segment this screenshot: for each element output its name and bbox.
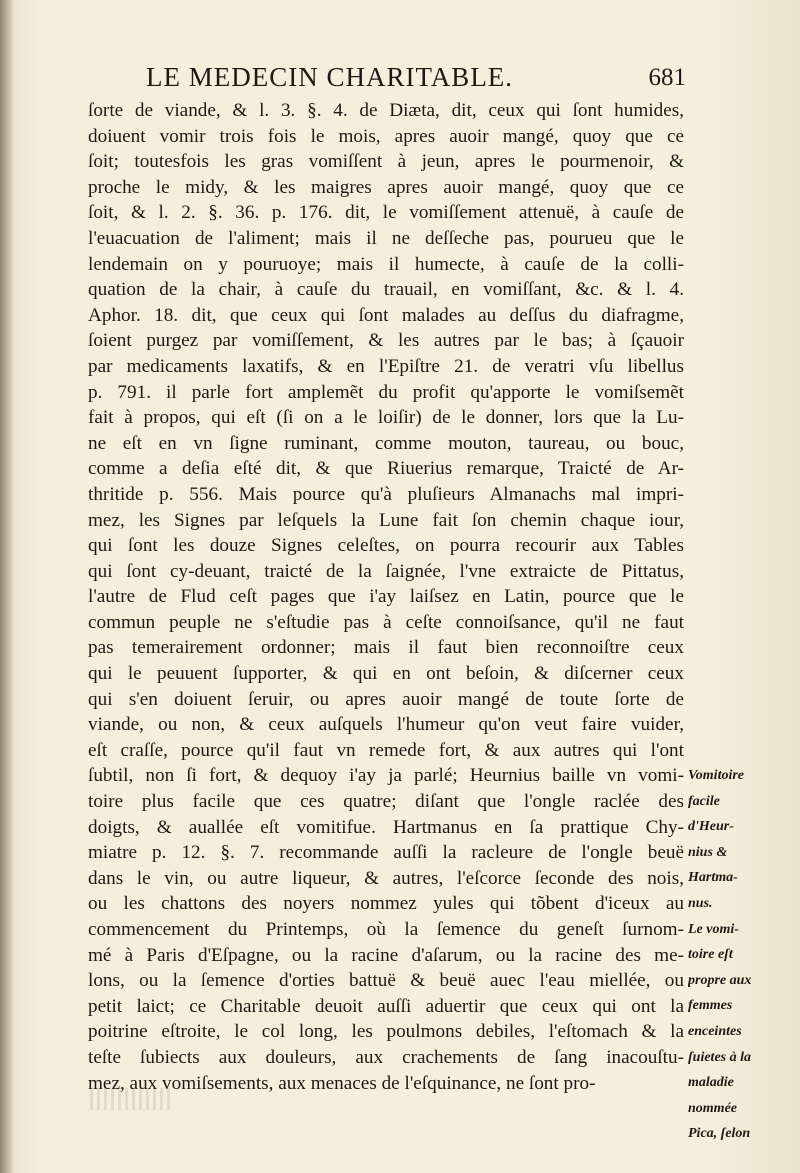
text-line: ou les chattons des noyers nommez yules qui tõbent d'iceux au bbox=[88, 893, 684, 915]
text-line: viande, ou non, & ceux auſquels l'humeur qu'on veut faire vuider, bbox=[88, 714, 684, 736]
text-line: qui ſont cy-deuant, traicté de la ſaignée, l'vne extraicte de Pittatus, bbox=[88, 560, 684, 582]
text-line: lons, ou la ſemence d'orties battuë & beuë auec l'eau miellée, ou bbox=[88, 970, 684, 992]
text-line: ne eſt en vn ſigne ruminant, comme mouton, taureau, ou bouc, bbox=[88, 432, 684, 454]
text-line: commencement du Printemps, où la ſemence du geneſt ſurnom- bbox=[88, 919, 684, 940]
text-line: par medicaments laxatifs, & en l'Epiſtre 21. de veratri vſu libellus bbox=[88, 355, 684, 377]
text-line: qui le peuuent ſupporter, & qui en ont beſoin, & diſcerner ceux bbox=[88, 663, 684, 685]
text-line: eſt craſſe, pource qu'il faut vn remede fort, & aux autres qui l'ont bbox=[88, 739, 684, 761]
margin-note: toire eſt bbox=[688, 947, 733, 963]
text-line: quation de la chair, à cauſe du trauail, en vomiſſant, &c. & l. 4. bbox=[88, 279, 684, 301]
text-line: p. 791. il parle fort amplemẽt du profit qu'apporte le vomiſsemẽt bbox=[88, 381, 684, 403]
margin-note: Pica, ſelon bbox=[688, 1126, 751, 1142]
text-line: qui s'en doiuent ſeruir, ou apres auoir mangé de toute ſorte de bbox=[88, 688, 684, 710]
text-line: ſoient purgez par vomiſſement, & les autres par le bas; à ſçauoir bbox=[88, 330, 684, 352]
margin-note: nius & bbox=[688, 844, 728, 860]
margin-notes bbox=[688, 763, 784, 1147]
text-line: dans le vin, ou autre liqueur, & autres, l'eſcorce ſeconde des nois, bbox=[88, 867, 684, 889]
text-line: proche le midy, & les maigres apres auoir mangé, quoy que ce bbox=[88, 176, 684, 198]
binding-gutter bbox=[0, 0, 14, 1173]
text-line: lendemain on y pouruoye; mais il humecte, à cauſe de la colli- bbox=[88, 253, 684, 275]
text-line: mez, les Signes par leſquels la Lune fait ſon chemin chaque iour, bbox=[88, 509, 684, 531]
running-title: LE MEDECIN CHARITABLE. bbox=[146, 62, 514, 92]
margin-note: ſuietes à la bbox=[688, 1049, 751, 1065]
text-line: miatre p. 12. §. 7. recommande auſſi la racleure de l'ongle beuë bbox=[88, 842, 684, 864]
text-line: ſoit, & l. 2. §. 36. p. 176. dit, le vomiſſement attenuë, à cauſe de bbox=[88, 202, 684, 224]
margin-note: d'Heur- bbox=[688, 819, 734, 835]
text-line: Aphor. 18. dit, que ceux qui ſont malades au deſſus du diafragme, bbox=[88, 304, 684, 326]
text-line: mez, aux vomiſsements, aux menaces de l'eſquinance, ne ſont pro- bbox=[88, 1072, 596, 1094]
margin-note: Vomitoire bbox=[688, 768, 745, 783]
margin-note: nommée bbox=[688, 1100, 737, 1116]
text-line: comme a deſia eſté dit, & que Riuerius remarque, Traicté de Ar- bbox=[88, 458, 684, 480]
text-line: toire plus facile que ces quatre; diſant que l'ongle raclée des bbox=[88, 791, 684, 813]
text-line: qui ſont les douze Signes celeſtes, on pourra recourir aux Tables bbox=[88, 535, 684, 557]
text-line: fait à propos, qui eſt (ſi on a le loiſir) de le donner, lors que la Lu- bbox=[88, 407, 684, 429]
margin-note: enceintes bbox=[688, 1023, 742, 1039]
margin-note: maladie bbox=[688, 1075, 734, 1091]
page-number: 681 bbox=[648, 64, 686, 91]
margin-note: nus. bbox=[688, 895, 713, 911]
text-line: petit laict; ce Charitable deuoit auſſi aduertir que ceux qui ont la bbox=[88, 995, 684, 1017]
text-line: ſorte de viande, & l. 3. §. 4. de Diæta, dit, ceux qui ſont humides, bbox=[88, 100, 684, 121]
text-line: doigts, & auallée eſt vomitifue. Hartmanus en ſa prattique Chy- bbox=[88, 816, 684, 838]
text-line: l'autre de Flud ceſt pages que i'ay laiſsez en Latin, pource que le bbox=[88, 586, 684, 608]
margin-note: femmes bbox=[688, 998, 733, 1014]
text-line: pas temerairement ordonner; mais il faut bien reconnoiſtre ceux bbox=[88, 637, 684, 659]
margin-note: Le vomi- bbox=[688, 921, 739, 937]
text-line: doiuent vomir trois fois le mois, apres auoir mangé, quoy que ce bbox=[88, 125, 684, 147]
text-line: thritide p. 556. Mais pource qu'à pluſieurs Almanachs mal impri- bbox=[88, 483, 684, 505]
body-text bbox=[88, 98, 684, 1096]
text-line: ſoit; toutesfois les gras vomiſſent à jeun, apres le pourmenoir, & bbox=[88, 151, 684, 173]
margin-note: facile bbox=[688, 793, 720, 809]
margin-note: propre aux bbox=[688, 972, 752, 988]
text-line: commun peuple ne s'eſtudie pas à ceſte connoiſsance, qu'il ne faut bbox=[88, 611, 684, 633]
text-line: ſubtil, non ſi fort, & dequoy i'ay ja parlé; Heurnius baille vn vomi- bbox=[88, 765, 684, 787]
text-line: poitrine eſtroite, le col long, les poulmons debiles, l'eſtomach & la bbox=[88, 1021, 684, 1043]
page-header bbox=[146, 62, 686, 98]
text-line: mé à Paris d'Eſpagne, ou la racine d'aſarum, ou la racine des me- bbox=[88, 944, 684, 966]
ink-bleed-through bbox=[90, 1088, 170, 1110]
text-line: l'euacuation de l'aliment; mais il ne deſſeche pas, pourueu que le bbox=[88, 227, 684, 249]
margin-note: Hartma- bbox=[688, 870, 738, 886]
text-line: teſte ſubiects aux douleurs, aux crachements de ſang inacouſtu- bbox=[88, 1046, 684, 1068]
